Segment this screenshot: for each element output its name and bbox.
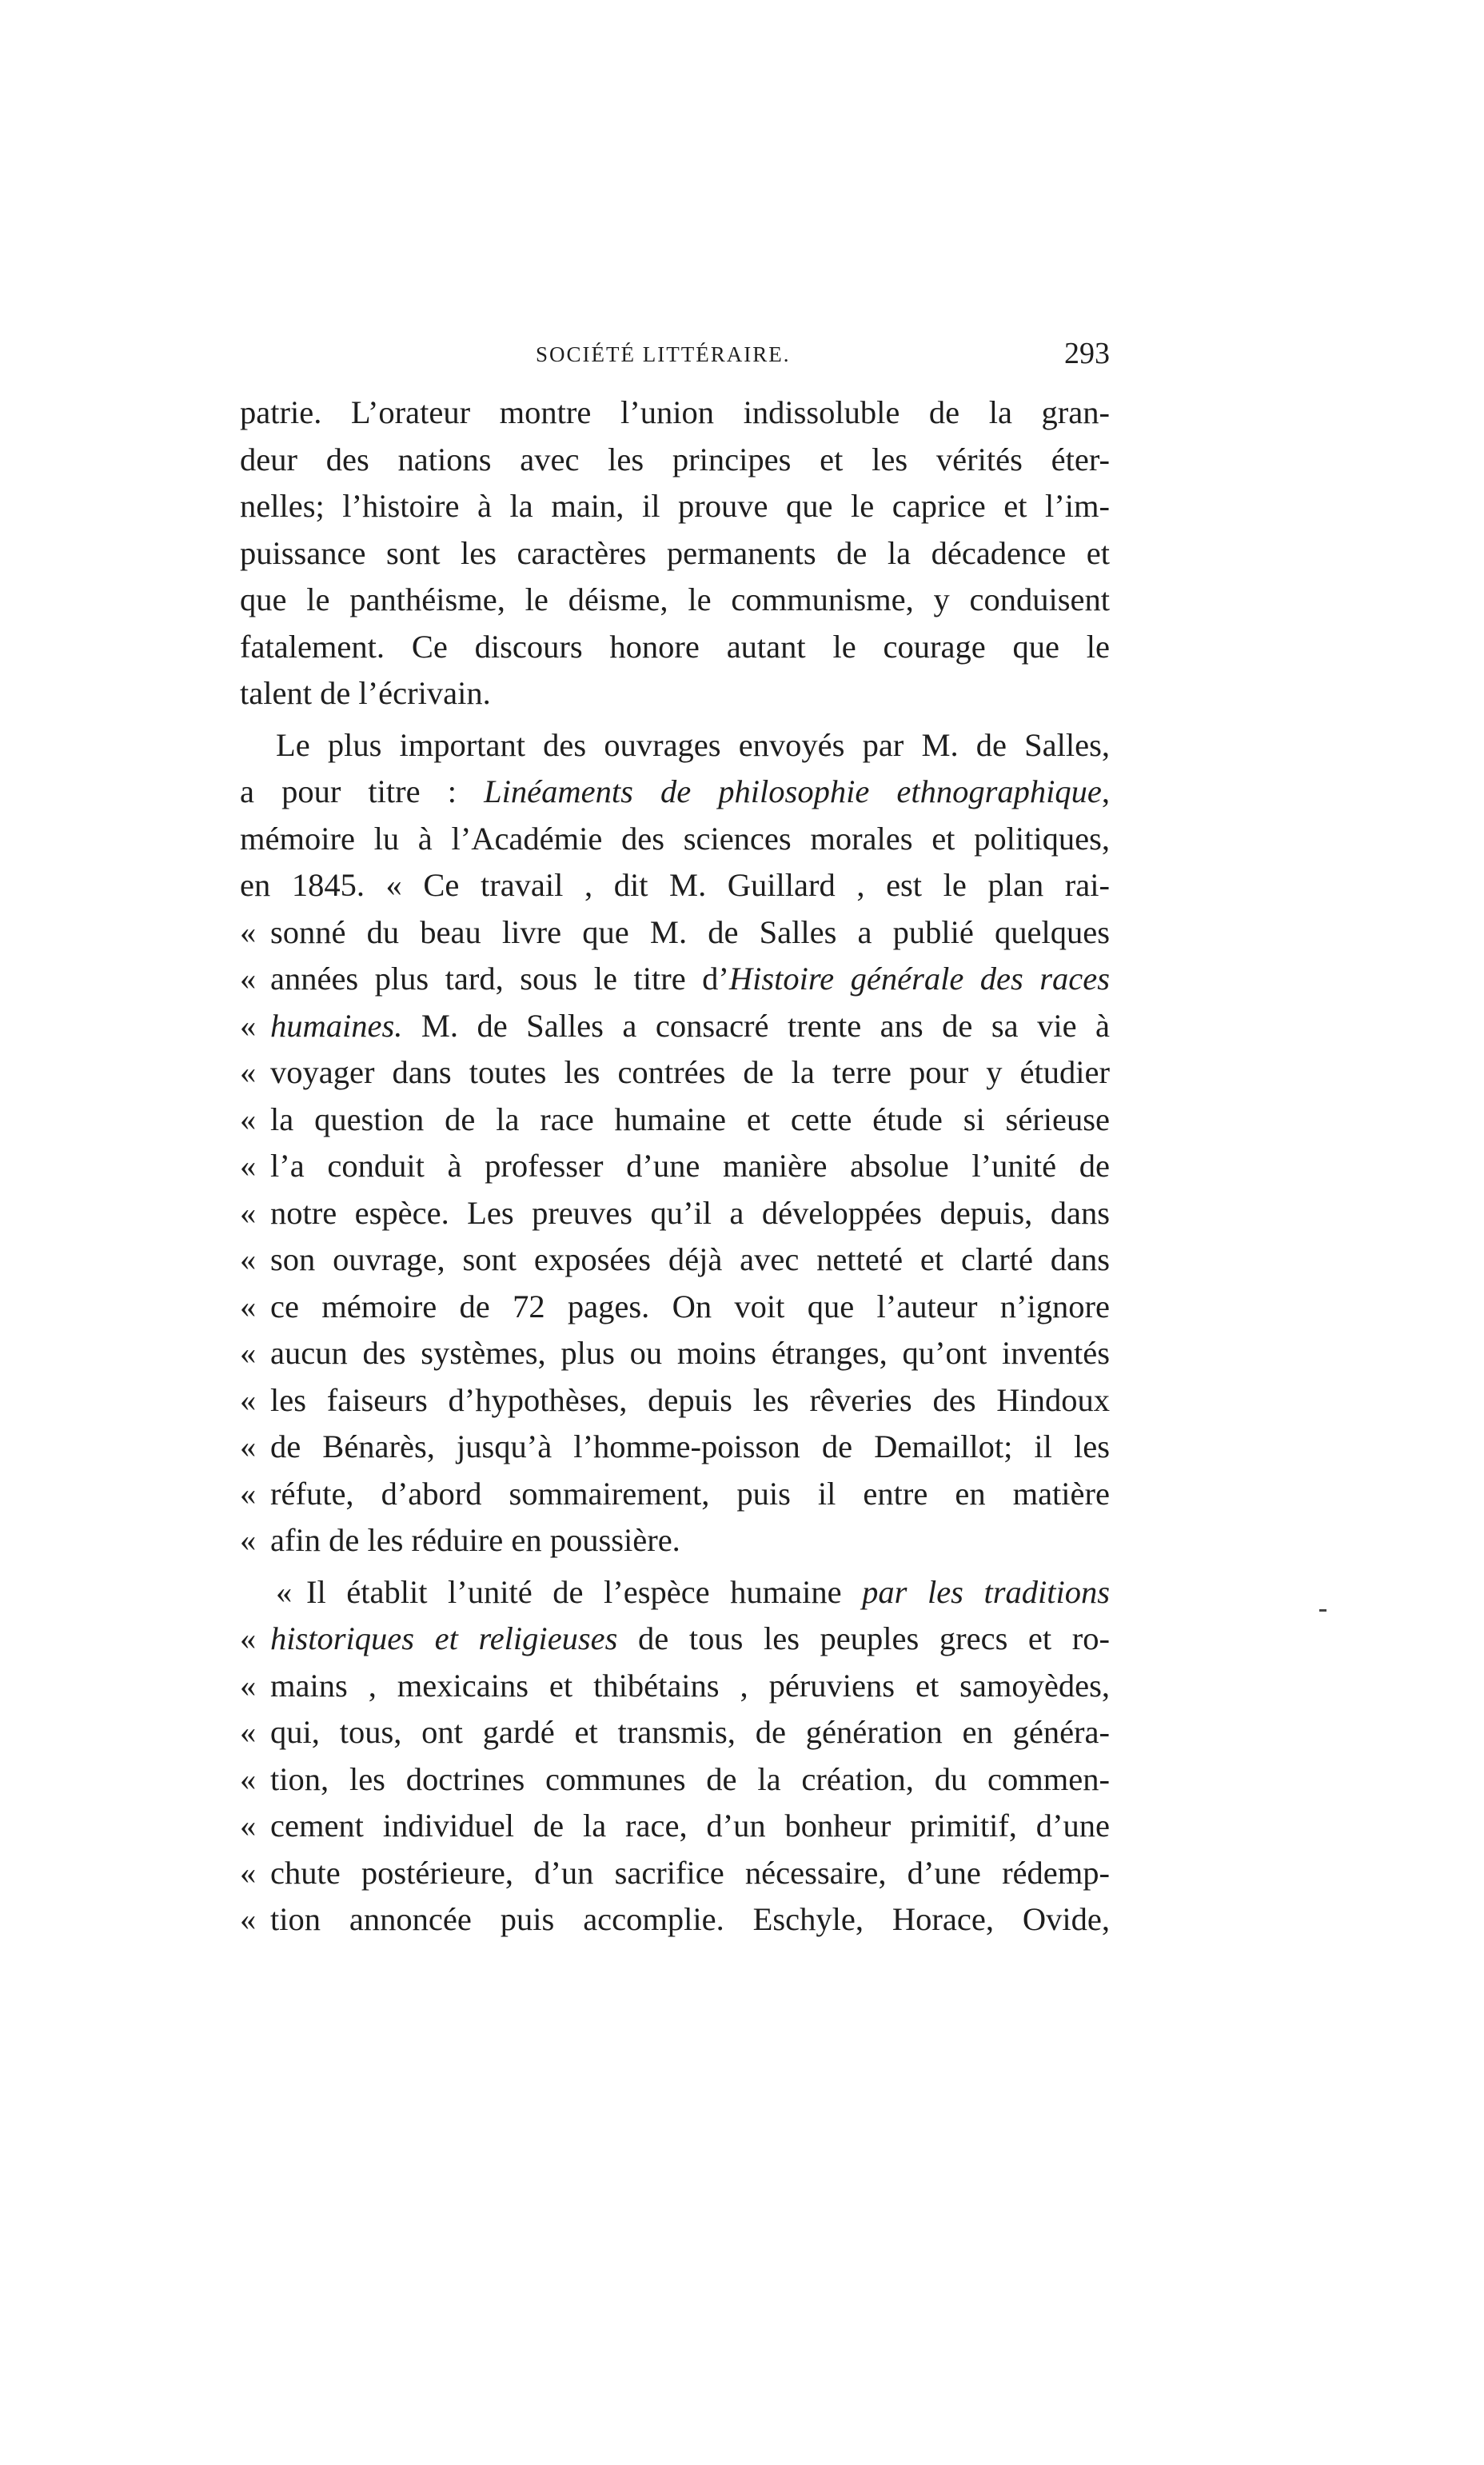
text-line: puissance sont les caractères permanents de la décadence et	[240, 534, 1110, 571]
italic-title: Histoire générale des races	[728, 961, 1111, 997]
text-segment: cement individuel de la race, d’un bonheur primitif, d’une	[270, 1808, 1110, 1844]
quoted-line	[240, 1756, 1110, 1804]
quoted-line	[240, 1850, 1110, 1897]
quote-mark: «	[240, 1241, 257, 1277]
italic-title: Linéaments de philosophie ethnographique	[484, 773, 1102, 809]
quoted-line	[240, 1616, 1110, 1663]
text-segment: ce mémoire de 72 pages. On voit que l’auteur n’ignore	[270, 1288, 1110, 1324]
quote-mark: «	[240, 913, 257, 950]
quote-mark: «	[240, 1901, 257, 1937]
quote-mark: «	[240, 1007, 257, 1044]
text-line: deur des nations avec les principes et les vérités éter-	[240, 441, 1110, 477]
quote-mark: «	[240, 1428, 257, 1464]
page-body	[240, 390, 1110, 1944]
text-segment: mains , mexicains et thibétains , péruviens et samoyèdes,	[270, 1667, 1110, 1704]
quoted-line	[240, 1049, 1110, 1097]
quoted-line	[240, 1569, 1110, 1616]
quote-mark: «	[240, 1288, 257, 1324]
quote-mark: «	[240, 1148, 257, 1184]
quoted-line	[240, 1236, 1110, 1284]
text-segment: afin de les réduire en poussière.	[270, 1522, 680, 1558]
text-line: fatalement. Ce discours honore autant le courage que le	[240, 628, 1110, 665]
italic-phrase: par les traditions	[862, 1573, 1110, 1610]
quote-mark: «	[240, 1714, 257, 1750]
paragraph	[240, 722, 1110, 1564]
text-segment: la question de la race humaine et cette étude si sérieuse	[270, 1101, 1110, 1137]
quote-mark: «	[240, 1854, 257, 1891]
running-head: SOCIÉTÉ LITTÉRAIRE.	[536, 342, 791, 366]
quoted-line	[240, 1709, 1110, 1756]
page-header	[240, 336, 1110, 376]
text-line: patrie. L’orateur montre l’union indissoluble de la gran-	[240, 394, 1110, 430]
text-segment: ,	[1101, 773, 1110, 809]
quote-mark: «	[240, 1054, 257, 1090]
text-segment: qui, tous, ont gardé et transmis, de génération en généra-	[270, 1714, 1110, 1750]
quoted-line	[240, 1471, 1110, 1518]
text-segment: aucun des systèmes, plus ou moins étranges, qu’ont inventés	[270, 1335, 1110, 1371]
quote-mark: «	[240, 1101, 257, 1137]
quoted-line	[240, 1330, 1110, 1377]
text-line	[240, 769, 1110, 816]
quoted-line	[240, 956, 1110, 1003]
paragraph	[240, 1569, 1110, 1944]
text-segment: notre espèce. Les preuves qu’il a développées depuis, dans	[270, 1194, 1110, 1231]
text-line: Le plus important des ouvrages envoyés par M. de Salles,	[276, 726, 1110, 763]
quote-mark: «	[240, 1808, 257, 1844]
print-speck	[1319, 1609, 1326, 1612]
quoted-line	[240, 1097, 1110, 1144]
quote-mark: «	[240, 1620, 257, 1656]
text-segment: tion annoncée puis accomplie. Eschyle, Horace, Ovide,	[270, 1901, 1110, 1937]
quote-mark: «	[240, 1475, 257, 1512]
quoted-line	[240, 1284, 1110, 1331]
italic-title: humaines.	[270, 1007, 403, 1044]
quoted-line	[240, 1663, 1110, 1710]
text-segment: son ouvrage, sont exposées déjà avec netteté et clarté dans	[270, 1241, 1110, 1277]
page-number: 293	[1064, 337, 1110, 370]
quote-mark: «	[240, 1194, 257, 1231]
text-segment: chute postérieure, d’un sacrifice nécessaire, d’une rédemp-	[270, 1854, 1110, 1891]
quoted-line	[240, 1190, 1110, 1237]
quoted-line	[240, 1143, 1110, 1190]
text-line: nelles; l’histoire à la main, il prouve que le caprice et l’im-	[240, 488, 1110, 524]
text-line: que le panthéisme, le déisme, le communisme, y conduisent	[240, 581, 1110, 617]
quoted-line	[240, 1517, 1110, 1564]
text-segment: voyager dans toutes les contrées de la terre pour y étudier	[270, 1054, 1110, 1090]
text-segment: sonné du beau livre que M. de Salles a publié quelques	[270, 913, 1110, 950]
text-segment: l’a conduit à professer d’une manière absolue l’unité de	[270, 1148, 1110, 1184]
quoted-line	[240, 909, 1110, 957]
text-segment: de Bénarès, jusqu’à l’homme-poisson de Demaillot; il les	[270, 1428, 1110, 1464]
quote-mark: «	[240, 1335, 257, 1371]
quote-mark: «	[240, 961, 257, 997]
text-segment: les faiseurs d’hypothèses, depuis les rêveries des Hindoux	[270, 1381, 1110, 1418]
quote-mark: «	[240, 1522, 257, 1558]
text-segment: tion, les doctrines communes de la création, du commen-	[270, 1760, 1110, 1797]
quote-mark: «	[240, 1667, 257, 1704]
text-segment: M. de Salles a consacré trente ans de sa vie à	[402, 1007, 1110, 1044]
text-line: en 1845. « Ce travail , dit M. Guillard , est le plan rai-	[240, 867, 1110, 903]
quoted-line	[240, 1377, 1110, 1424]
italic-phrase: historiques et religieuses	[270, 1620, 618, 1656]
quote-mark: «	[240, 1381, 257, 1418]
text-segment: de tous les peuples grecs et ro-	[617, 1620, 1110, 1656]
text-line: mémoire lu à l’Académie des sciences morales et politiques,	[240, 820, 1110, 857]
text-segment: Il établit l’unité de l’espèce humaine	[306, 1573, 863, 1610]
text-segment: années plus tard, sous le titre d’	[270, 961, 729, 997]
quote-mark: «	[276, 1573, 293, 1610]
quoted-line	[240, 1803, 1110, 1850]
quoted-line	[240, 1424, 1110, 1471]
quoted-line	[240, 1896, 1110, 1944]
text-segment: a pour titre :	[240, 773, 485, 809]
text-line: talent de l’écrivain.	[240, 675, 491, 711]
text-segment: réfute, d’abord sommairement, puis il entre en matière	[270, 1475, 1110, 1512]
quoted-line	[240, 1003, 1110, 1050]
paragraph	[240, 390, 1110, 717]
quote-mark: «	[240, 1760, 257, 1797]
